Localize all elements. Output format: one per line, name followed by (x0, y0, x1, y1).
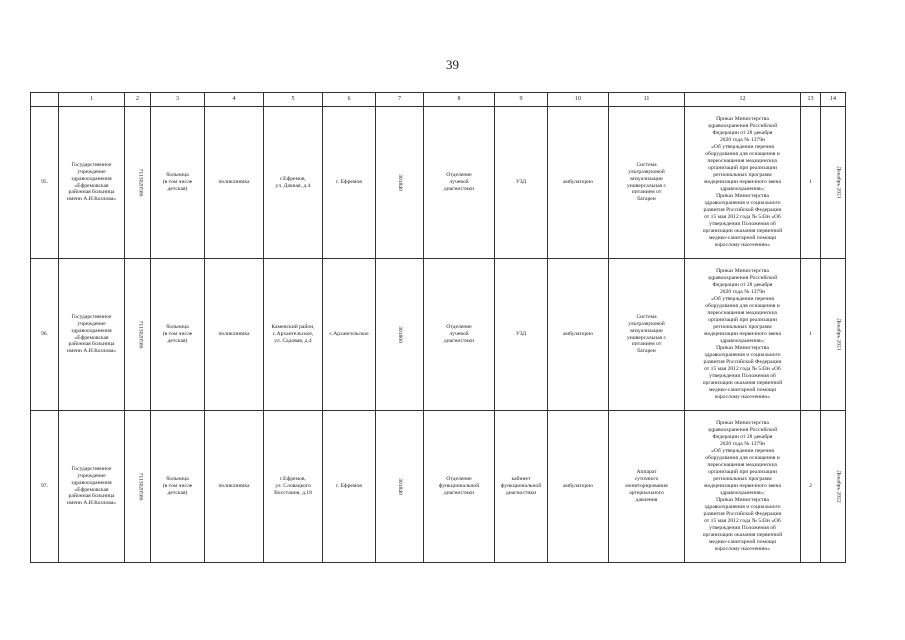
postal-index: 301860 (396, 326, 403, 343)
locality: г. Ефремов (323, 411, 376, 563)
header-cell: 7 (376, 93, 424, 107)
quantity: 1 (801, 259, 821, 411)
department: Отделение функциональной диагностики (424, 411, 495, 563)
header-cell: 6 (323, 93, 376, 107)
date-cell (821, 411, 846, 563)
delivery-date: Декабрь 2022 (835, 470, 842, 503)
row-number: 97. (31, 411, 59, 563)
code-cell (125, 259, 151, 411)
locality: с.Архангельское (323, 259, 376, 411)
date-cell (821, 107, 846, 259)
header-cell: 3 (151, 93, 205, 107)
legal-basis: Приказ Министерства здравоохранения Российской Федерации от 28 декабря 2020 года № 1379н «Об утверждении перечня оборудования для оснащения и переоснащения медицинских организаций при реализации региональных программ модернизации первичного звена здравоохранения»; Приказ Министерства здравоохранения и социального развития Российской Федерации от 15 мая 2012 года № 543н «Об утверждении Положения об организации оказания первичной медико-санитарной помощи взрослому населению» (685, 411, 801, 563)
delivery-date: Декабрь 2021 (835, 166, 842, 199)
equipment-name: Система ультразвуковой визуализации универсальная с питанием от батареи (609, 259, 685, 411)
locality: г. Ефремов (323, 107, 376, 259)
index-cell (376, 259, 424, 411)
header-cell: 11 (609, 93, 685, 107)
unit-name: поликлиника (205, 107, 264, 259)
header-cell: 5 (264, 93, 323, 107)
header-cell: 12 (685, 93, 801, 107)
care-conditions: амбулаторно (548, 107, 609, 259)
facility-type: больница (в том числе детская) (151, 107, 205, 259)
header-cell: 2 (125, 93, 151, 107)
inn-code: 7113020586 (137, 168, 144, 197)
header-row (31, 93, 846, 107)
postal-index: 301840 (396, 478, 403, 495)
header-cell: 8 (424, 93, 495, 107)
room: УЗД (495, 259, 548, 411)
table-row (31, 107, 846, 259)
care-conditions: амбулаторно (548, 411, 609, 563)
facility-type: больница (в том числе детская) (151, 259, 205, 411)
address: г.Ефремов, ул. Словацкого Восстания, д.18 (264, 411, 323, 563)
header-cell: 1 (59, 93, 125, 107)
row-number: 95. (31, 107, 59, 259)
address: Каменский район, с.Архангельское, ул. Садовая, д.4 (264, 259, 323, 411)
header-cell (31, 93, 59, 107)
date-cell (821, 259, 846, 411)
equipment-table (30, 92, 846, 563)
equipment-name: Система ультразвуковой визуализации универсальная с питанием от батареи (609, 107, 685, 259)
unit-name: поликлиника (205, 411, 264, 563)
equipment-name: Аппарат суточного мониторирования артериального давления (609, 411, 685, 563)
delivery-date: Декабрь 2021 (835, 318, 842, 351)
room: УЗД (495, 107, 548, 259)
row-number: 96. (31, 259, 59, 411)
department: Отделение лучевой диагностики (424, 259, 495, 411)
inn-code: 7113020586 (137, 320, 144, 349)
code-cell (125, 107, 151, 259)
quantity: 2 (801, 411, 821, 563)
legal-basis: Приказ Министерства здравоохранения Российской Федерации от 28 декабря 2020 года № 1379н «Об утверждении перечня оборудования для оснащения и переоснащения медицинских организаций при реализации региональных программ модернизации первичного звена здравоохранения»; Приказ Министерства здравоохранения и социального развития Российской Федерации от 15 мая 2012 года № 543н «Об утверждении Положения об организации оказания первичной медико-санитарной помощи взрослому населению» (685, 259, 801, 411)
organization-name: Государственное учреждение здравоохранения «Ефремовская районная больница имени А.И.Козлова» (59, 411, 125, 563)
table-row (31, 259, 846, 411)
legal-basis: Приказ Министерства здравоохранения Российской Федерации от 28 декабря 2020 года № 1379н «Об утверждении перечня оборудования для оснащения и переоснащения медицинских организаций при реализации региональных программ модернизации первичного звена здравоохранения»; Приказ Министерства здравоохранения и социального развития Российской Федерации от 15 мая 2012 года № 543н «Об утверждении Положения об организации оказания первичной медико-санитарной помощи взрослому населению» (685, 107, 801, 259)
header-cell: 14 (821, 93, 846, 107)
header-cell: 13 (801, 93, 821, 107)
header-cell: 9 (495, 93, 548, 107)
department: Отделение лучевой диагностики (424, 107, 495, 259)
care-conditions: амбулаторно (548, 259, 609, 411)
index-cell (376, 107, 424, 259)
organization-name: Государственное учреждение здравоохранения «Ефремовская районная больница имени А.И.Козлова» (59, 107, 125, 259)
facility-type: больница (в том числе детская) (151, 411, 205, 563)
header-cell: 10 (548, 93, 609, 107)
room: кабинет функциональной диагностики (495, 411, 548, 563)
postal-index: 301840 (396, 174, 403, 191)
code-cell (125, 411, 151, 563)
index-cell (376, 411, 424, 563)
unit-name: поликлиника (205, 259, 264, 411)
quantity: 1 (801, 107, 821, 259)
header-cell: 4 (205, 93, 264, 107)
organization-name: Государственное учреждение здравоохранения «Ефремовская районная больница имени А.И.Козлова» (59, 259, 125, 411)
table-row (31, 411, 846, 563)
page-number: 39 (446, 57, 459, 72)
address: г.Ефремов, ул. Дачная, д.4 (264, 107, 323, 259)
inn-code: 7113020586 (137, 472, 144, 501)
